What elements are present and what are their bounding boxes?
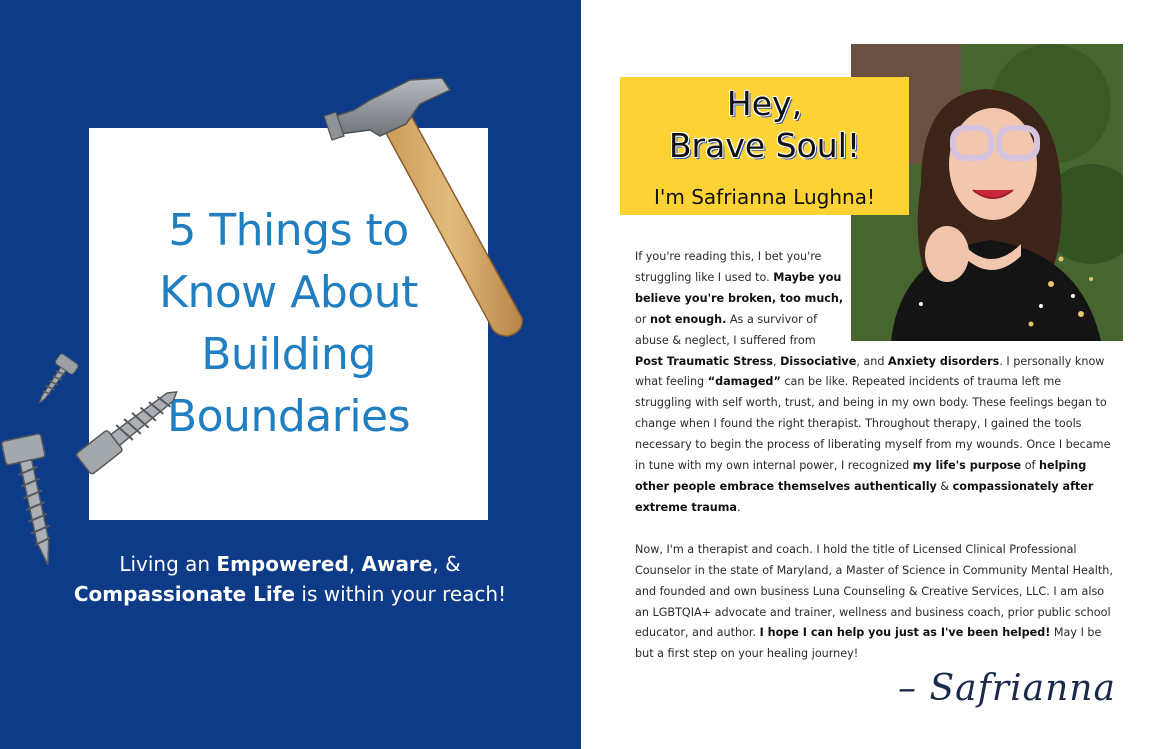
bio-bold: helping other people embrace themselves authentically: [635, 459, 1087, 493]
bio-paragraph-1: [635, 247, 1115, 519]
hammer-icon: [310, 70, 550, 350]
tagline-text: is within your reach!: [295, 582, 507, 606]
greeting-heading: [620, 83, 909, 167]
tagline-bold: Compassionate Life: [73, 582, 296, 606]
bio-bold: compassionately after extreme trauma: [635, 479, 1094, 514]
lag-screw-icon: [74, 425, 194, 530]
screw-icon: [48, 356, 118, 416]
tagline-bold: Empowered: [216, 552, 349, 576]
tagline-text: , &: [432, 552, 461, 576]
tagline-text: ,: [348, 552, 362, 576]
tagline-text: Living an: [119, 552, 217, 576]
bio-text: . I personally know what feeling: [635, 354, 1105, 389]
bio-text: Now, I'm a therapist and coach. I hold the title of Licensed Clinical Professional Counselor in the state of Maryland, a Master of Science in Community Mental Health, and founded and own business Luna Counseling & Creative Services, LLC. I am also an LGBTQIA+ advocate and trainer, wellness and business coach, prior public school educator, and author.: [635, 542, 1113, 640]
tagline-bold: Aware: [361, 552, 433, 576]
bio-text: can be like. Repeated incidents of trauma left me struggling with self worth, trust, and being in my own body. These feelings began to change when I found the right therapist. Throughout therapy, I gained the tools necessary to begin the process of liberating myself from my wounds. Once I became in tune with my own internal power, I recognized: [635, 375, 1111, 473]
bio-bold: I hope I can help you just as I've been helped!: [759, 626, 1051, 640]
bio-text: or: [635, 312, 651, 326]
bio-wrap-column: [635, 247, 845, 352]
bio-text: As a survivor of abuse & neglect, I suffered from: [635, 312, 818, 347]
author-signature: – Safrianna: [898, 668, 1116, 709]
bio-bold: Post Traumatic Stress: [635, 354, 773, 368]
cover-title-line: 5 Things to: [168, 205, 409, 256]
paragraph-gap: [635, 519, 1115, 540]
bio-bold: not enough.: [650, 312, 727, 326]
cover-title-line: Know About: [159, 267, 418, 318]
bio-paragraph-2: [635, 540, 1115, 665]
bio-bold: Maybe you believe you're broken, too much,: [635, 270, 844, 305]
greeting-line: Hey,: [726, 84, 803, 123]
cover-title-line: Boundaries: [166, 391, 411, 442]
bio-text: May I be but a first step on your healing journey!: [635, 626, 1102, 661]
bio-bold: my life's purpose: [912, 459, 1022, 473]
cover-tagline: [20, 549, 560, 609]
bio-text: , and: [856, 354, 889, 368]
bio-bold: “damaged”: [707, 375, 781, 389]
cover-title-line: Building: [201, 329, 376, 380]
bio-text: &: [936, 479, 953, 493]
author-intro: I'm Safrianna Lughna!: [653, 185, 875, 209]
cover-panel: [0, 0, 581, 749]
bio-bold: Dissociative: [780, 354, 857, 368]
bio-text: ,: [772, 354, 781, 368]
bio-text: of: [1021, 459, 1040, 473]
author-bio: [635, 247, 1115, 665]
greeting-line: Brave Soul!: [668, 126, 861, 165]
bio-text: If you're reading this, I bet you're struggling like I used to.: [635, 250, 822, 284]
bio-bold: Anxiety disorders: [888, 354, 1000, 368]
bio-text: .: [736, 500, 741, 514]
greeting-box: [620, 77, 909, 215]
